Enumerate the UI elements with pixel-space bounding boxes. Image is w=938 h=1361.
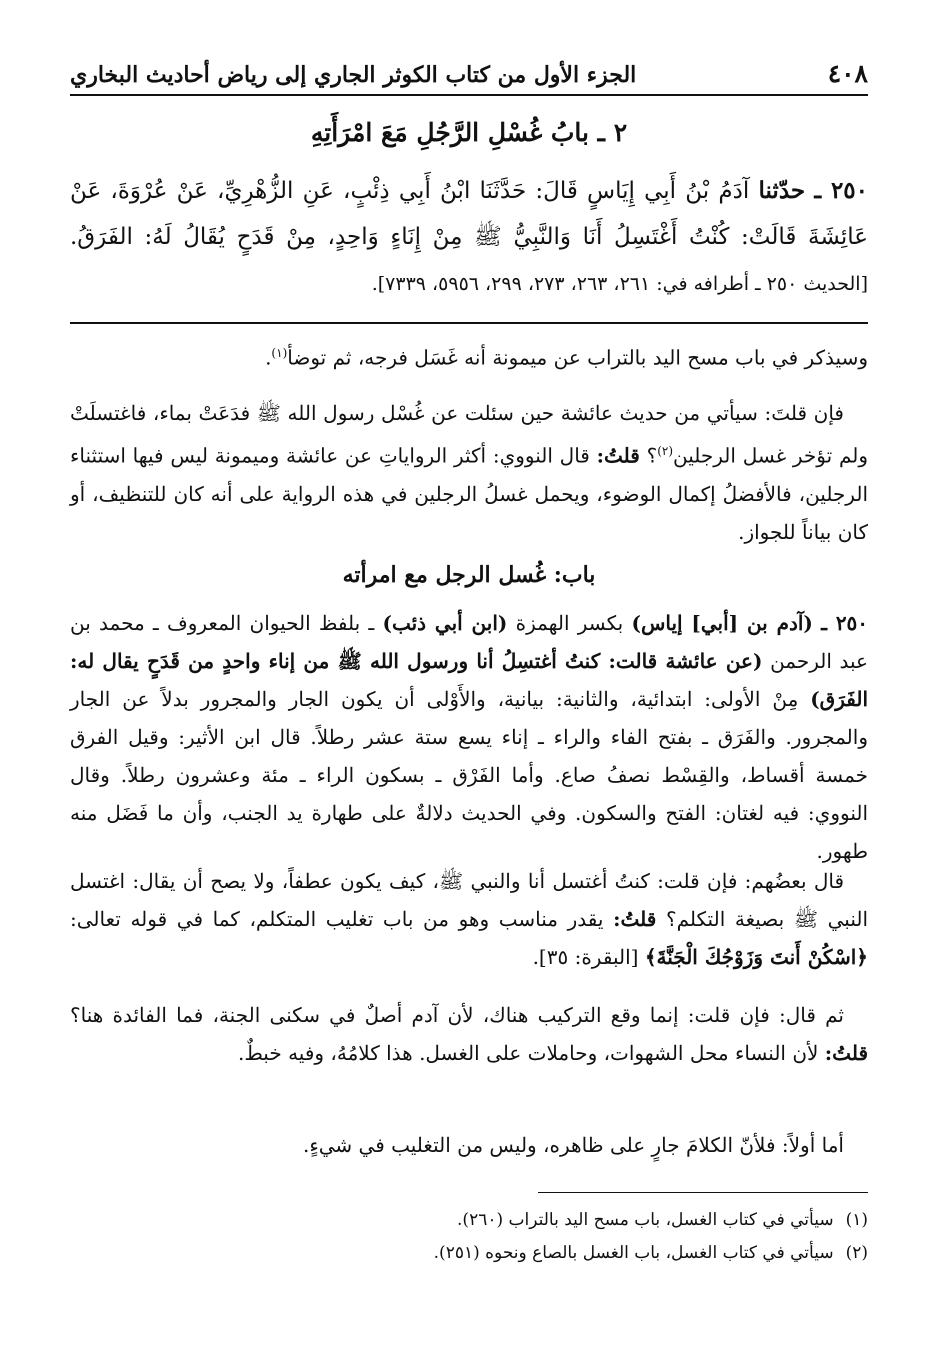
qultu-label: قلتُ: <box>613 907 657 931</box>
paragraph-text: مِنْ الأولى: ابتدائية، والثانية: بيانية، والأَوْلى أن يكون الجار والمجرور بدلاً عن الجار والمجرور. والفَرَق ـ بفتح الفاء والراء ـ إناء يسع ستة عشر رطلاً. قال ابن الأثير: وقيل الفرق خمسة أقساط، والقِسْط نصفُ صاع. وأما الفَرْق ـ بسكون الراء ـ مئة وعشرون رطلاً. وقال النووي: فيه لغتان: الفتح والسكون. وفي الحديث دلالةٌ على طهارة يد الجنب، وأن ما فَضَل منه طهور. <box>70 687 869 863</box>
footnote-item <box>70 1204 868 1237</box>
chapter-title: ٢ ـ بابُ غُسْلِ الرَّجُلِ مَعَ امْرَأَتِهِ <box>310 118 628 147</box>
commentary-paragraph-6 <box>70 1126 868 1164</box>
page-header <box>70 52 868 96</box>
footnote-text: سيأتي في كتاب الغسل، باب مسح اليد بالتراب (٢٦٠). <box>457 1210 834 1230</box>
paragraph-text: فإن قلتَ: سيأتي من حديث عائشة حين سئلت عن غُسْل رسول الله ﷺ فدَعَتْ بماء، فاغتسلَتْ ولم تؤخر غسل الرجلين <box>70 401 869 468</box>
hadith-text <box>70 168 868 307</box>
paragraph-text: ـ بلفظ الحيوان المعروف ـ محمد بن عبد الرحمن <box>70 611 868 673</box>
footnote-divider <box>538 1192 868 1193</box>
footnote-item <box>70 1237 868 1270</box>
footnote-text: سيأتي في كتاب الغسل، باب الغسل بالصاع ونحوه (٢٥١). <box>433 1243 834 1263</box>
commentary-paragraph-3 <box>70 604 868 870</box>
paragraph-end: . <box>265 345 272 370</box>
quran-verse: ﴿اسْكُنْ أَنتَ وَزَوْجُكَ الْجَنَّةَ﴾ <box>644 945 868 969</box>
paragraph-text: وسيذكر في باب مسح اليد بالتراب عن ميمونة أنه غَسَل فرجه، ثم توضأ <box>287 345 868 370</box>
hadith-opening: حدّثنا <box>758 177 806 204</box>
quoted-text: (عن عائشة قالت: كنتُ أغتسِلُ أنا ورسول الله ﷺ من إناء واحدٍ من قَدَحٍ يقال له: الفَرَق) <box>70 649 869 711</box>
paragraph-text: قال بعضُهم: فإن قلت: كنتُ أغتسل أنا والنبي ﷺ، كيف يكون عطفاً، ولا يصح أن يقال: اغتسل النبي ﷺ بصيغة التكلم؟ <box>70 869 869 931</box>
section-divider <box>70 322 868 324</box>
running-title: الجزء الأول من كتاب الكوثر الجاري إلى رياض أحاديث البخاري <box>70 62 637 88</box>
footnotes <box>70 1204 868 1270</box>
paragraph-text: ثم قال: فإن قلت: إنما وقع التركيب هناك، لأن آدم أصلٌ في سكنى الجنة، فما الفائدة هنا؟ <box>70 1003 844 1027</box>
paragraph-text: أما أولاً: فلأنّ الكلامَ جارٍ على ظاهره، وليس من التغليب في شيءٍ. <box>303 1133 844 1157</box>
commentary-hadith-number: ٢٥٠ ـ <box>821 611 869 635</box>
page-number: ٤٠٨ <box>827 59 868 88</box>
qultu-label: قلتُ: <box>596 443 640 468</box>
paragraph-text: لأن النساء محل الشهوات، وحاملات على الغسل. هذا كلامُهُ، وفيه خبطٌ. <box>237 1041 819 1065</box>
paragraph-text: قال النووي: أكثر الرواياتِ عن عائشة وميمونة ليس فيها استثناء الرجلين، فالأفضلُ إكمال الوضوء، ويحمل غسلُ الرجلين في هذه الرواية على أنه كان للتنظيف، أو كان بياناً للجواز. <box>70 443 868 544</box>
commentary-paragraph-4 <box>70 862 868 976</box>
hadith-body: آدَمُ بْنُ أَبِي إِيَاسٍ قَالَ: حَدَّثَنَا ابْنُ أَبِي ذِئْبٍ، عَنِ الزُّهْرِيِّ، عَنْ عُرْوَةَ، عَنْ عَائِشَةَ قَالَتْ: كُنْتُ أَغْتَسِلُ أَنَا وَالنَّبِيُّ ﷺ مِنْ إِنَاءٍ وَاحِدٍ، مِنْ قَدَحٍ يُقَالُ لَهُ: الفَرَقُ. <box>70 178 868 250</box>
verse-reference: [البقرة: ٣٥]. <box>532 945 639 969</box>
quoted-text: (ابن أبي ذئب) <box>382 611 508 635</box>
commentary-section-heading: باب: غُسل الرجل مع امرأته <box>342 562 596 588</box>
footnote-number: (١) <box>845 1210 868 1230</box>
qultu-label: قلتُ: <box>824 1041 868 1065</box>
footnote-marker-2[interactable]: (٢) <box>657 444 674 458</box>
paragraph-text: بكسر الهمزة <box>515 611 624 635</box>
commentary-paragraph-1 <box>70 334 868 377</box>
footnote-number: (٢) <box>845 1243 868 1263</box>
quoted-text: (آدم بن [أبي] إياس) <box>631 611 813 635</box>
commentary-paragraph-2 <box>70 394 868 551</box>
question-mark: ؟ <box>646 443 658 468</box>
paragraph-text: يقدر مناسب وهو من باب تغليب المتكلم، كما في قوله تعالى: <box>70 907 604 931</box>
hadith-number: ٢٥٠ ـ <box>814 177 869 204</box>
commentary-paragraph-5 <box>70 996 868 1072</box>
hadith-reference: [الحديث ٢٥٠ ـ أطرافه في: ٢٦١، ٢٦٣، ٢٧٣، ٢٩٩، ٥٩٥٦، ٧٣٣٩]. <box>371 273 868 295</box>
footnote-marker-1[interactable]: (١) <box>271 346 288 360</box>
